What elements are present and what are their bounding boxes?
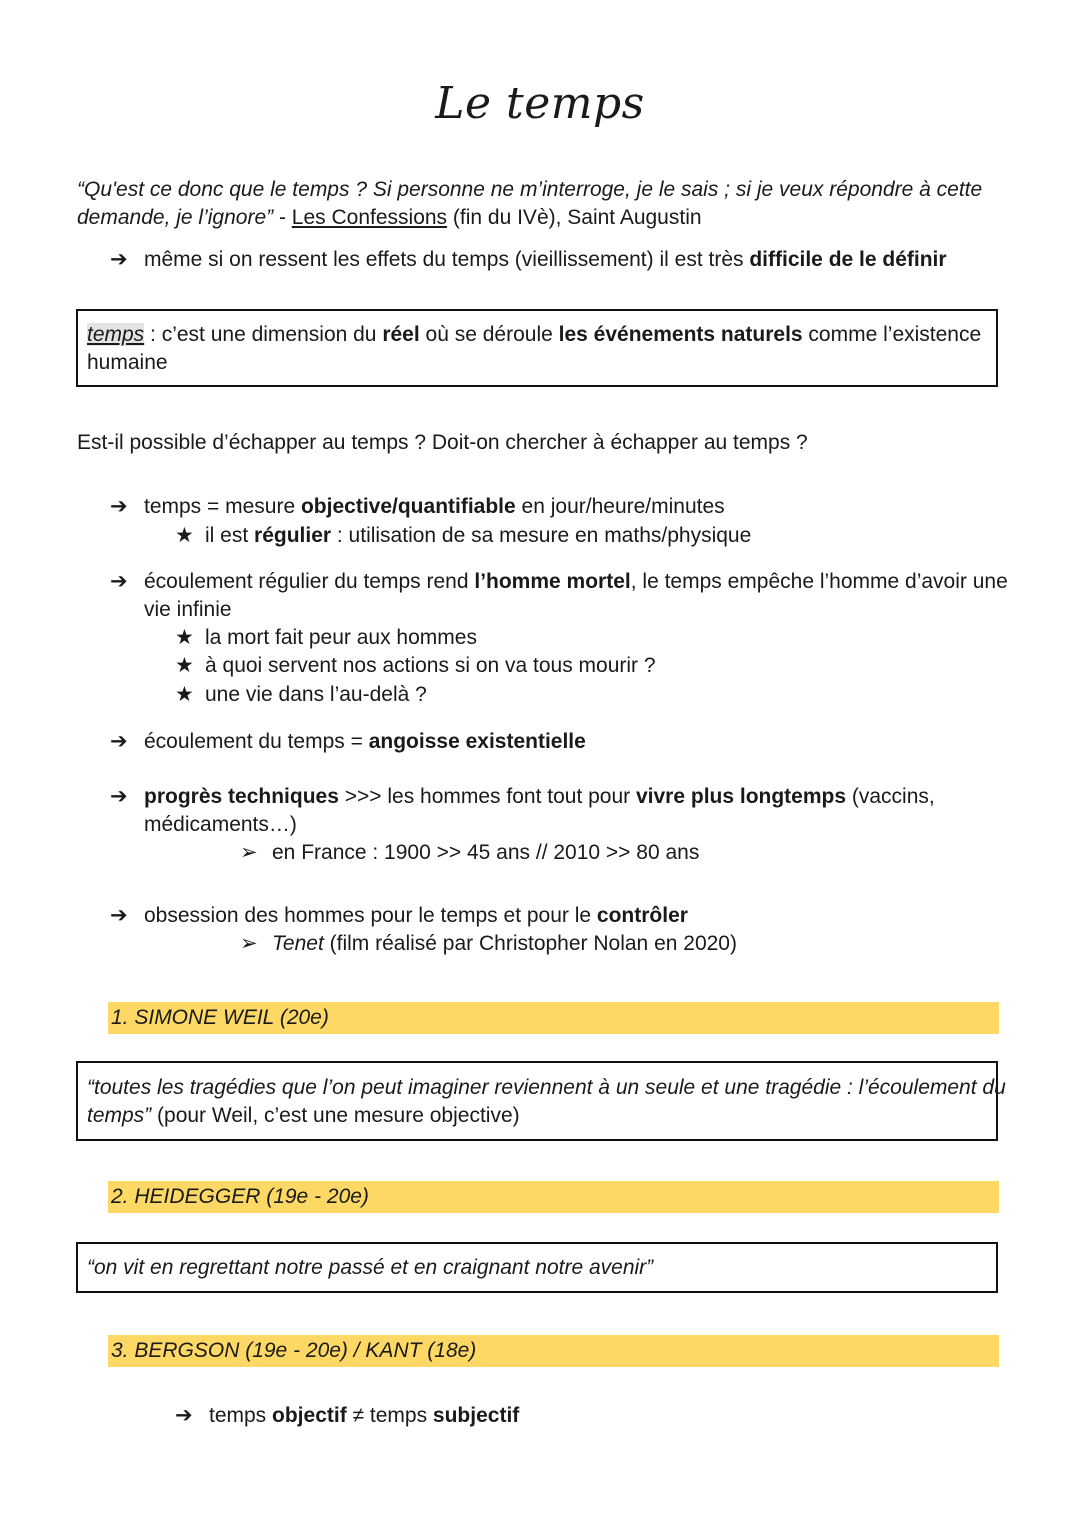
- intro-quote-line2: demande, je l’ignore” - Les Confessions (fin du IVè), Saint Augustin: [77, 206, 702, 229]
- arrow-icon: ➔: [110, 570, 128, 593]
- point-2-line2: vie infinie: [144, 598, 232, 621]
- intro-bullet: ➔ même si on ressent les effets du temps (vieillissement) il est très difficile de le définir: [110, 246, 947, 274]
- triangle-icon: ➢: [240, 932, 258, 955]
- arrow-icon: ➔: [175, 1404, 193, 1427]
- point-2-sub2: ★ à quoi servent nos actions si on va tous mourir ?: [175, 652, 656, 680]
- question: Est-il possible d’échapper au temps ? Doit-on chercher à échapper au temps ?: [77, 431, 808, 454]
- section-3-point: ➔ temps objectif ≠ temps subjectif: [175, 1402, 519, 1430]
- star-icon: ★: [175, 524, 194, 547]
- point-2-sub3: ★ une vie dans l’au-delà ?: [175, 681, 427, 709]
- section-heading-heidegger: 2. HEIDEGGER (19e - 20e): [108, 1181, 999, 1213]
- definition-term: temps: [87, 323, 145, 346]
- point-4-sub: ➢ en France : 1900 >> 45 ans // 2010 >> 80 ans: [240, 839, 699, 867]
- arrow-icon: ➔: [110, 785, 128, 808]
- section-heading-bergson-kant: 3. BERGSON (19e - 20e) / KANT (18e): [108, 1335, 999, 1367]
- definition-box: temps : c’est une dimension du réel où se déroule les événements naturels comme l’existence humaine: [76, 309, 998, 387]
- page-title: Le temps: [435, 78, 645, 129]
- point-2-sub1: ★ la mort fait peur aux hommes: [175, 624, 477, 652]
- point-5: ➔ obsession des hommes pour le temps et pour le contrôler: [110, 902, 688, 930]
- star-icon: ★: [175, 654, 194, 677]
- intro-quote-line1: “Qu'est ce donc que le temps ? Si personne ne m’interroge, je le sais ; si je veux répondre à cette: [77, 178, 983, 201]
- point-2: ➔ écoulement régulier du temps rend l’homme mortel, le temps empêche l’homme d’avoir une: [110, 568, 1008, 596]
- quote-box-heidegger: “on vit en regrettant notre passé et en craignant notre avenir”: [76, 1242, 998, 1293]
- quote-box-weil: “toutes les tragédies que l’on peut imaginer reviennent à un seule et une tragédie : l’écoulement du temps” (pour Weil, c’est une mesure objective): [76, 1061, 998, 1141]
- section-heading-weil: 1. SIMONE WEIL (20e): [108, 1002, 999, 1034]
- point-1: ➔ temps = mesure objective/quantifiable en jour/heure/minutes: [110, 493, 725, 521]
- arrow-icon: ➔: [110, 495, 128, 518]
- arrow-icon: ➔: [110, 904, 128, 927]
- arrow-icon: ➔: [110, 730, 128, 753]
- star-icon: ★: [175, 683, 194, 706]
- point-5-sub: ➢ Tenet (film réalisé par Christopher Nolan en 2020): [240, 930, 737, 958]
- arrow-icon: ➔: [110, 248, 128, 271]
- point-3: ➔ écoulement du temps = angoisse existentielle: [110, 728, 586, 756]
- point-4-line2: médicaments…): [144, 813, 297, 836]
- triangle-icon: ➢: [240, 841, 258, 864]
- book-title: Les Confessions: [291, 206, 448, 229]
- point-1-sub: ★ il est régulier : utilisation de sa mesure en maths/physique: [175, 522, 751, 550]
- star-icon: ★: [175, 626, 194, 649]
- point-4: ➔ progrès techniques >>> les hommes font tout pour vivre plus longtemps (vaccins,: [110, 783, 935, 811]
